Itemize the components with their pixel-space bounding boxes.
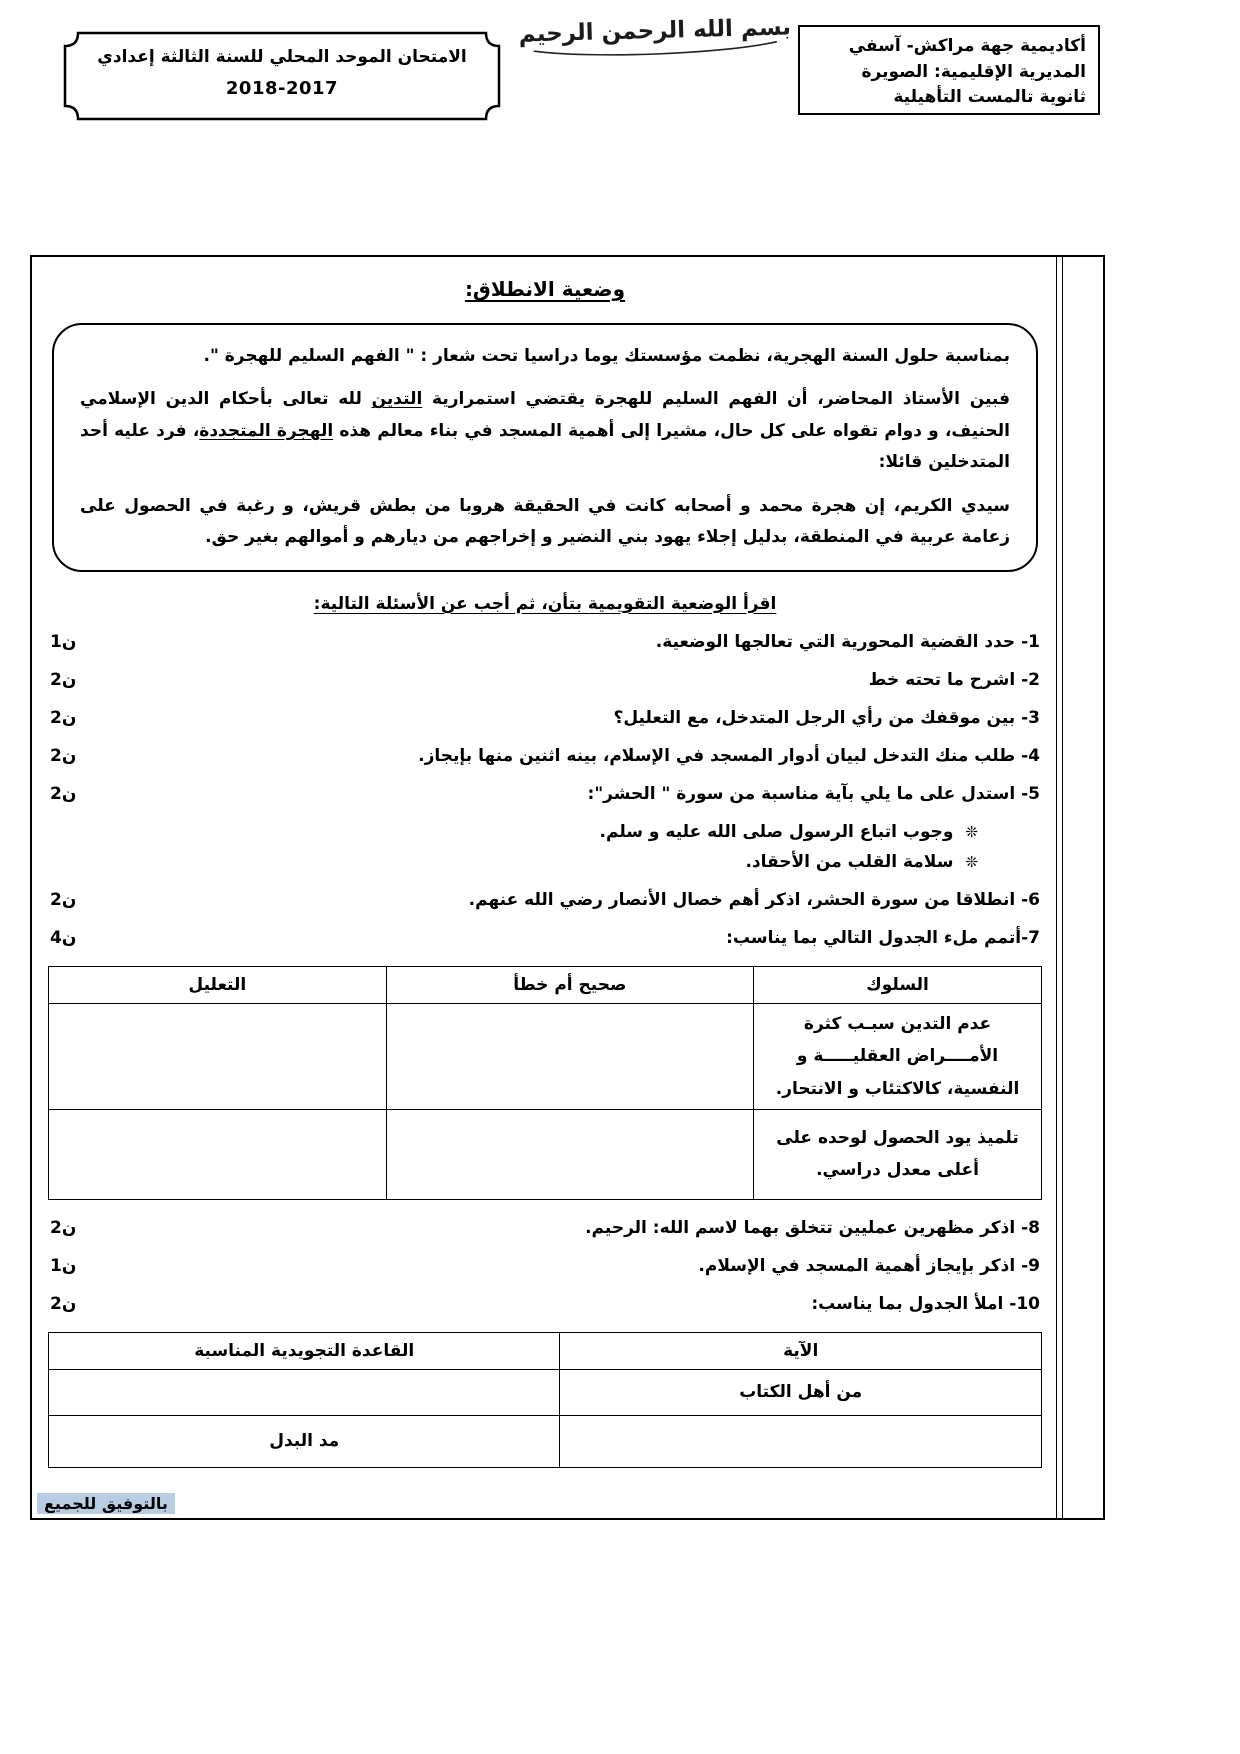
question-2-text: 2- اشرح ما تحته خط (868, 669, 1040, 690)
question-5 (50, 784, 1040, 804)
flower-bullet-icon: ❊ (965, 822, 978, 841)
question-8-score: ن2 (50, 1217, 77, 1238)
question-9-text: 9- اذكر بإيجاز أهمية المسجد في الإسلام. (698, 1255, 1040, 1276)
rule-cell-1 (49, 1370, 560, 1416)
question-3-text: 3- بين موقفك من رأي الرجل المتدخل، مع التعليل؟ (613, 707, 1040, 728)
main-frame (30, 255, 1105, 1520)
behavior-table-header-behavior: السلوك (754, 966, 1042, 1003)
question-3-score: ن2 (50, 707, 77, 728)
tajweed-table (48, 1332, 1042, 1468)
question-10 (50, 1294, 1040, 1314)
question-6 (50, 890, 1040, 910)
school-info-line2: المديرية الإقليمية: الصويرة (861, 61, 1086, 82)
verse-cell-2 (560, 1416, 1042, 1468)
question-9 (50, 1256, 1040, 1276)
behavior-table-header-justification: التعليل (49, 966, 387, 1003)
situation-paragraph-1: بمناسبة حلول السنة الهجرية، نظمت مؤسستك يوما دراسيا تحت شعار : " الفهم السليم للهجرة ". (203, 346, 1010, 366)
question-4 (50, 746, 1040, 766)
behavior-cell-1: عدم التدين سبـب كثرة الأمــــراض العقليـــــة و النفسية، كالاكتئاب و الانتحار. (754, 1003, 1042, 1109)
question-5-bullet-2-text: سلامة القلب من الأحقاد. (745, 851, 954, 872)
tajweed-table-header-verse: الآية (560, 1332, 1042, 1369)
question-2 (50, 670, 1040, 690)
behavior-table-row-2 (49, 1109, 1042, 1199)
question-3 (50, 708, 1040, 728)
question-5-text: 5- استدل على ما يلي بآية مناسبة من سورة " الحشر": (587, 783, 1040, 804)
question-1 (50, 632, 1040, 652)
question-5-bullet-1 (48, 822, 978, 842)
school-info-line3: ثانوية تالمست التأهيلية (893, 87, 1086, 107)
question-10-text: 10- املأ الجدول بما يناسب: (811, 1293, 1040, 1314)
verse-cell-1: من أهل الكتاب (560, 1370, 1042, 1416)
bismillah (505, 14, 806, 60)
good-luck-note: بالتوفيق للجميع (37, 1493, 175, 1514)
question-6-score: ن2 (50, 889, 77, 910)
underlined-term-hijra: الهجرة المتجددة (199, 420, 334, 441)
question-1-score: ن1 (50, 631, 77, 652)
tajweed-table-header-rule: القاعدة التجويدية المناسبة (49, 1332, 560, 1369)
instruction-line: اقرأ الوضعية التقويمية بتأن، ثم أجب عن الأسئلة التالية: (313, 593, 777, 614)
underlined-term-tadayyun: التدين (371, 389, 423, 410)
tajweed-table-row-1 (49, 1370, 1042, 1416)
situation-box (52, 323, 1038, 572)
question-8-text: 8- اذكر مظهرين عمليين تتخلق بهما لاسم الله: الرحيم. (585, 1217, 1040, 1238)
question-2-score: ن2 (50, 669, 77, 690)
exam-year: 2018-2017 (225, 77, 339, 99)
situation-paragraph-2: فبين الأستاذ المحاضر، أن الفهم السليم للهجرة يقتضي استمرارية التدين لله تعالى بأحكام الدين الإسلامي الحنيف، و دوام تقواه على كل حال، مشيرا إلى أهمية المسجد في بناء معالم هذه الهجرة المتجددة، فرد عليه أحد المتدخلين قائلا: (80, 389, 1011, 473)
tajweed-table-header-row (49, 1332, 1042, 1369)
question-5-score: ن2 (50, 783, 77, 804)
question-5-bullet-1-text: وجوب اتباع الرسول صلى الله عليه و سلم. (599, 821, 954, 842)
question-6-text: 6- انطلاقا من سورة الحشر، اذكر أهم خصال الأنصار رضي الله عنهم. (468, 889, 1040, 910)
behavior-table-header-row (49, 966, 1042, 1003)
margin-double-line (1056, 257, 1063, 1518)
school-info-line1: أكاديمية جهة مراكش- آسفي (848, 36, 1086, 56)
question-4-text: 4- طلب منك التدخل لبيان أدوار المسجد في الإسلام، بينه اثنين منها بإيجاز. (418, 745, 1040, 766)
question-7-text: 7-أتمم ملء الجدول التالي بما يناسب: (726, 927, 1040, 948)
question-9-score: ن1 (50, 1255, 77, 1276)
behavior-table (48, 966, 1042, 1200)
justification-cell-2 (49, 1109, 387, 1199)
truefalse-cell-1 (386, 1003, 753, 1109)
situation-paragraph-3: سيدي الكريم، إن هجرة محمد و أصحابه كانت في الحقيقة هروبا من بطش قريش، و رغبة في الحصول على زعامة عربية في المنطقة، بدليل إجلاء يهود بني النضير و إخراجهم من ديارهم و أموالهم بغير حق. (80, 495, 1010, 548)
bismillah-text: بسم الله الرحمن الرحيم (518, 14, 792, 48)
rule-cell-2: مد البدل (49, 1416, 560, 1468)
question-5-bullet-2 (48, 852, 978, 872)
exam-title: الامتحان الموحد المحلي للسنة الثالثة إعدادي (97, 47, 467, 67)
behavior-table-header-truefalse: صحيح أم خطأ (386, 966, 753, 1003)
question-1-text: 1- حدد القضية المحورية التي تعالجها الوضعية. (655, 631, 1040, 652)
section-title: وضعية الانطلاق: (464, 277, 626, 301)
question-8 (50, 1218, 1040, 1238)
question-10-score: ن2 (50, 1293, 77, 1314)
tajweed-table-row-2 (49, 1416, 1042, 1468)
question-7 (50, 928, 1040, 948)
justification-cell-1 (49, 1003, 387, 1109)
behavior-table-row-1 (49, 1003, 1042, 1109)
question-4-score: ن2 (50, 745, 77, 766)
school-info-box (798, 25, 1100, 115)
exam-title-box (62, 30, 502, 122)
behavior-cell-2: تلميذ يود الحصول لوحده على أعلى معدل دراسي. (754, 1109, 1042, 1199)
flower-bullet-icon: ❊ (965, 852, 978, 871)
question-7-score: ن4 (50, 927, 77, 948)
truefalse-cell-2 (386, 1109, 753, 1199)
main-content (38, 257, 1056, 1518)
